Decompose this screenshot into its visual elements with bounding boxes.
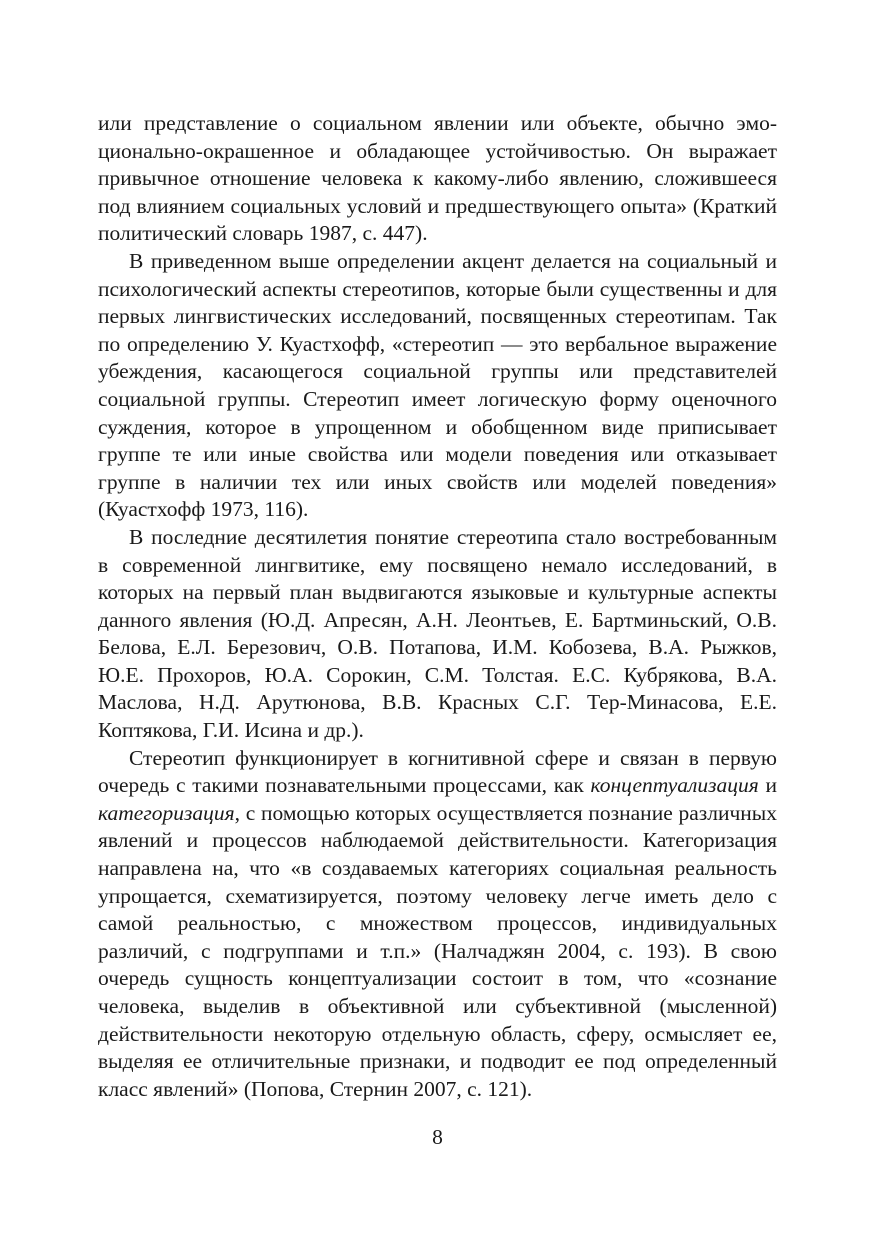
paragraph-definition-emphasis [98, 248, 777, 524]
body-text [98, 110, 777, 1103]
text-run: или представление о социальном явлении или объекте, обычно эмоционально-окрашенное и обладающее устойчивостью. Он выражает привычное отношение человека к какому-либо явлению, сложившееся под влиянием социальных условий и предшествующего опыта» (Краткий политический словарь 1987, с. 447). [98, 111, 777, 246]
italic-term-conceptualization: концептуализация [590, 773, 759, 798]
text-run: , с помощью которых осуществляется познание различных явлений и процессов наблюдаемой действительности. Категоризация направлена на, что «в создаваемых категориях социальная реальность упрощается, схематизируется, поэтому человеку легче иметь дело с самой реальностью, с множеством процессов, индивидуальных различий, с подгруппами и т.п.» (Налчаджян 2004, с. 193). В свою очередь сущность концептуализации состоит в том, что «сознание человека, выделив в объективной или субъективной (мысленной) действительности некоторую отдельную область, сферу, осмысляет ее, выделяя ее отличительные признаки, и подводит ее под определенный класс явлений» (Попова, Стернин 2007, с. 121). [98, 800, 777, 1101]
text-run: В приведенном выше определении акцент делается на социальный и психологический аспекты стереотипов, которые были существенны и для первых лингвистических исследований, посвященных стереотипам. Так по определению У. Куастхофф, «стереотип — это вербальное выражение убеждения, касающегося социальной группы или представителей социальной группы. Стереотип имеет логическую форму оценочного суждения, которое в упрощенном и обобщенном виде приписывает группе те или иные свойства или модели поведения или отказывает группе в наличии тех или иных свойств или моделей поведения» (Куастхофф 1973, 116). [98, 248, 777, 522]
paragraph-cognitive-sphere [98, 745, 777, 1104]
page-number: 8 [432, 1125, 443, 1149]
text-run: и [758, 773, 777, 798]
text-run: Стереотип функционирует в когнитивной сфере и связан в первую очередь с такими познавательными процессами, как [98, 745, 777, 798]
text-run: В последние десятилетия понятие стереотипа стало востребованным в современной лингвитике, ему посвящено немало исследований, в которых на первый план выдвигаются языковые и культурные аспекты данного явления (Ю.Д. Апресян, А.Н. Леонтьев, Е. Бартминьский, О.В. Белова, Е.Л. Березович, О.В. Потапова, И.М. Кобозева, В.А. Рыжков, Ю.Е. Прохоров, Ю.А. Сорокин, С.М. Толстая. Е.С. Кубрякова, В.А. Маслова, Н.Д. Арутюнова, В.В. Красных С.Г. Тер-Минасова, Е.Е. Коптякова, Г.И. Исина и др.). [98, 524, 777, 743]
paragraph-continuation [98, 110, 777, 248]
paragraph-linguistic-research [98, 524, 777, 745]
italic-term-categorization: категоризация [98, 800, 235, 825]
